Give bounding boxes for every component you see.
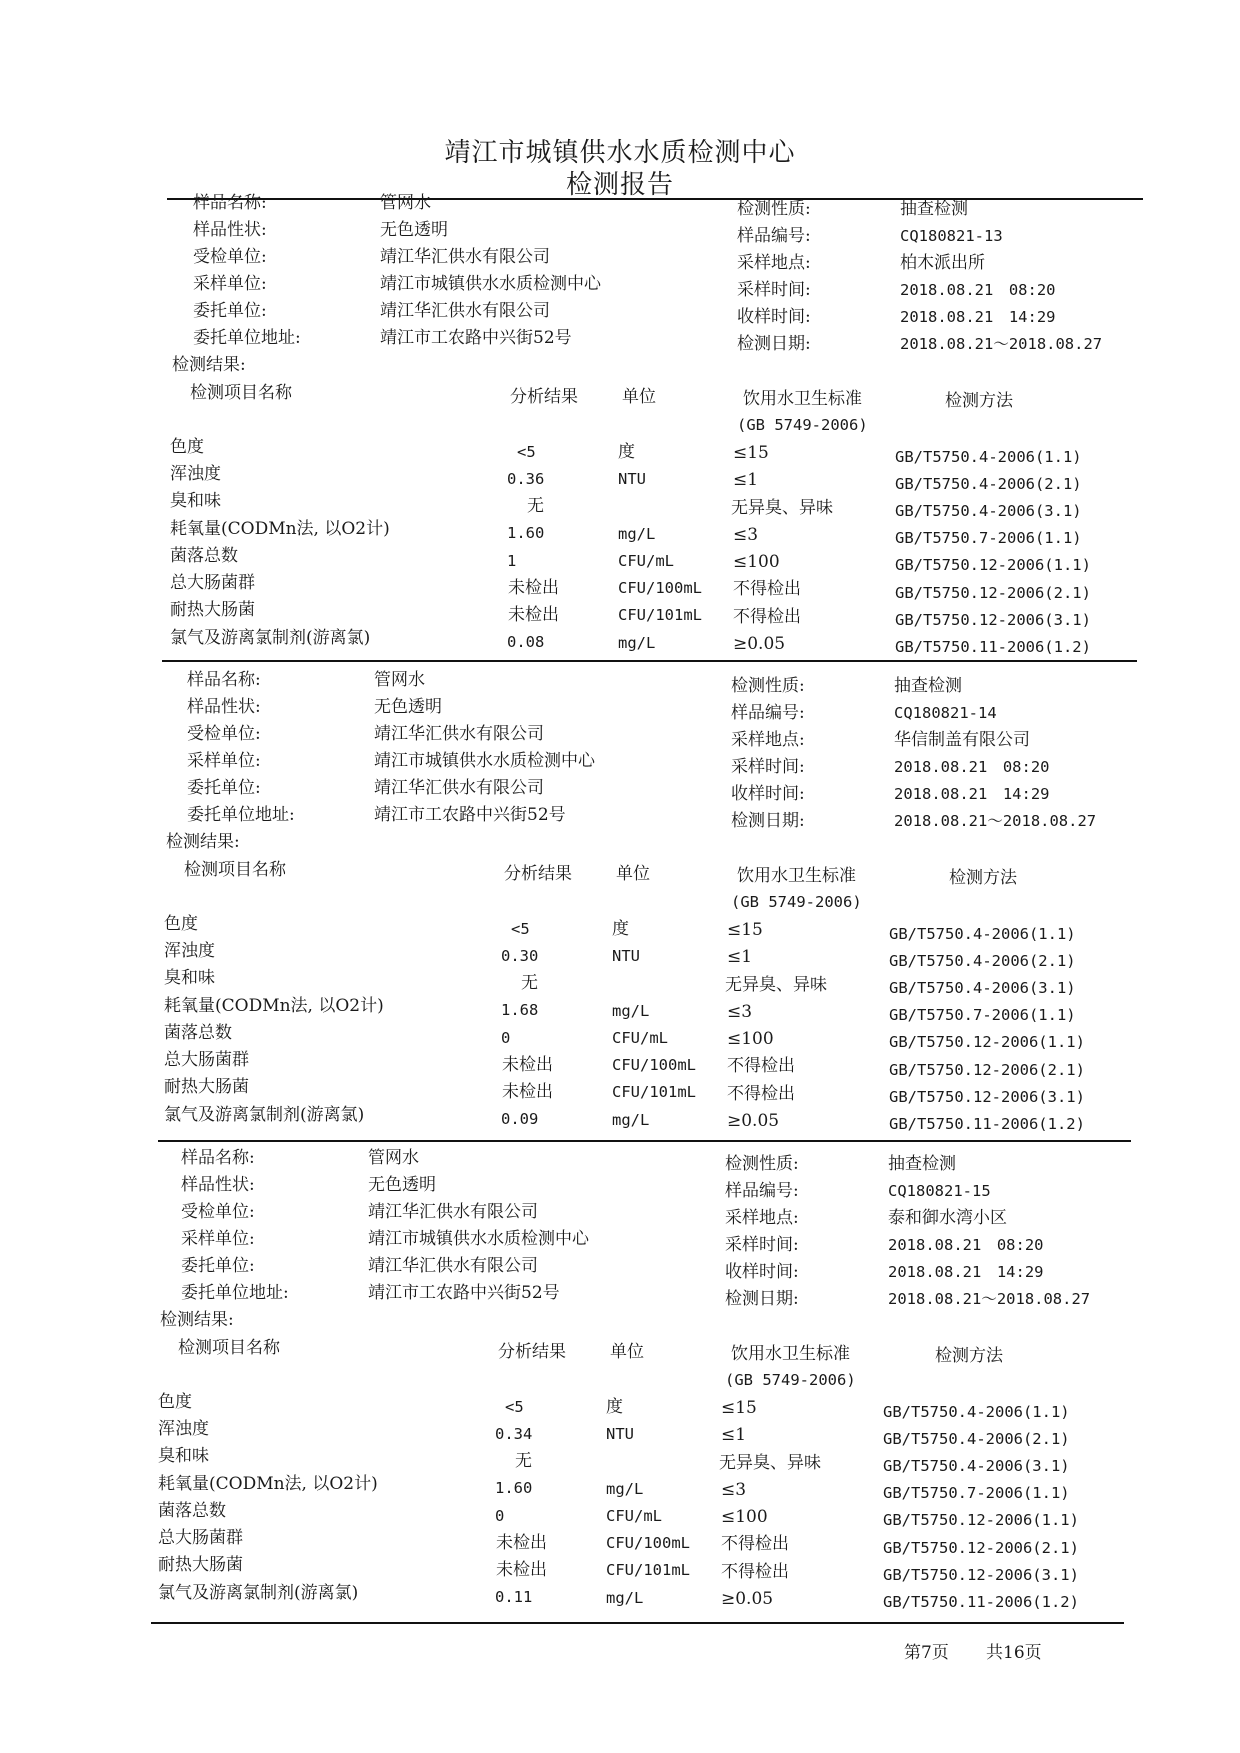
label-entrust-address: 委托单位地址:	[187, 805, 295, 825]
label-sample-no: 样品编号:	[737, 226, 811, 246]
cell-standard: 无异臭、异味	[731, 498, 833, 518]
cell-method: GB/T5750.12-2006(1.1)	[883, 1511, 1079, 1529]
page-number: 第7页	[904, 1643, 949, 1663]
cell-unit: mg/L	[618, 525, 656, 543]
value-receive-time: 2018.08.21 14:29	[894, 785, 1050, 803]
value-sample-state: 无色透明	[380, 220, 448, 240]
cell-item: 浑浊度	[164, 941, 215, 961]
col-result-header: 分析结果	[510, 387, 578, 407]
cell-method: GB/T5750.4-2006(1.1)	[889, 925, 1076, 943]
cell-item: 色度	[158, 1392, 192, 1412]
label-inspected-unit: 受检单位:	[187, 724, 261, 744]
label-inspected-unit: 受检单位:	[181, 1202, 255, 1222]
page-total: 共16页	[986, 1643, 1042, 1663]
cell-result: <5	[517, 443, 536, 461]
cell-result: 无	[521, 973, 538, 993]
label-entrust-address: 委托单位地址:	[193, 328, 301, 348]
col-standard-header: 饮用水卫生标准	[743, 389, 862, 409]
value-sampling-unit: 靖江市城镇供水水质检测中心	[374, 751, 595, 771]
cell-method: GB/T5750.12-2006(3.1)	[889, 1088, 1085, 1106]
cell-unit: CFU/mL	[618, 552, 674, 570]
label-sample-state: 样品性状:	[181, 1175, 255, 1195]
cell-unit: CFU/mL	[612, 1029, 668, 1047]
cell-standard: ≤1	[733, 470, 759, 490]
label-results: 检测结果:	[160, 1310, 234, 1330]
cell-standard: 不得检出	[721, 1534, 789, 1554]
cell-result: 0	[495, 1507, 505, 1525]
col-result-header: 分析结果	[498, 1342, 566, 1362]
cell-result: 0.30	[501, 947, 539, 965]
cell-method: GB/T5750.4-2006(1.1)	[895, 448, 1082, 466]
cell-result: 1.60	[495, 1479, 533, 1497]
cell-method: GB/T5750.12-2006(2.1)	[895, 584, 1091, 602]
cell-result: 未检出	[496, 1533, 547, 1553]
label-sampling-time: 采样时间:	[725, 1235, 799, 1255]
label-test-date: 检测日期:	[737, 334, 811, 354]
cell-standard: ≤3	[733, 525, 759, 545]
value-entrust-address: 靖江市工农路中兴街52号	[380, 328, 572, 348]
cell-unit: mg/L	[618, 634, 656, 652]
value-entrust-unit: 靖江华汇供水有限公司	[368, 1256, 538, 1276]
cell-result: 0.34	[495, 1425, 533, 1443]
cell-item: 氯气及游离氯制剂(游离氯)	[158, 1583, 359, 1603]
cell-standard: ≤1	[727, 947, 753, 967]
label-entrust-unit: 委托单位:	[193, 301, 267, 321]
col-standard-ref: (GB 5749-2006)	[731, 893, 862, 911]
col-item-header: 检测项目名称	[178, 1338, 280, 1358]
cell-item: 臭和味	[158, 1446, 209, 1466]
col-standard-ref: (GB 5749-2006)	[725, 1371, 856, 1389]
cell-unit: CFU/100mL	[612, 1056, 696, 1074]
cell-item: 氯气及游离氯制剂(游离氯)	[164, 1105, 365, 1125]
cell-result: 无	[515, 1451, 532, 1471]
cell-method: GB/T5750.12-2006(1.1)	[895, 556, 1091, 574]
value-sample-name: 管网水	[374, 670, 425, 690]
label-sampling-unit: 采样单位:	[181, 1229, 255, 1249]
cell-standard: 不得检出	[727, 1084, 795, 1104]
cell-standard: 不得检出	[733, 579, 801, 599]
cell-item: 耗氧量(CODMn法, 以O2计)	[158, 1474, 378, 1494]
label-sample-name: 样品名称:	[187, 670, 261, 690]
col-unit-header: 单位	[616, 864, 650, 884]
value-sampling-site: 柏木派出所	[900, 253, 985, 273]
value-sampling-time: 2018.08.21 08:20	[888, 1236, 1044, 1254]
cell-item: 耐热大肠菌	[158, 1555, 243, 1575]
cell-standard: ≤15	[727, 920, 763, 940]
cell-method: GB/T5750.11-2006(1.2)	[895, 638, 1091, 656]
col-result-header: 分析结果	[504, 864, 572, 884]
cell-method: GB/T5750.4-2006(3.1)	[883, 1457, 1070, 1475]
label-sampling-site: 采样地点:	[731, 730, 805, 750]
cell-unit: CFU/100mL	[618, 579, 702, 597]
label-inspected-unit: 受检单位:	[193, 247, 267, 267]
value-sampling-time: 2018.08.21 08:20	[900, 281, 1056, 299]
cell-unit: NTU	[606, 1425, 634, 1443]
cell-standard: ≥0.05	[727, 1111, 780, 1131]
cell-unit: NTU	[612, 947, 640, 965]
cell-result: 1	[507, 552, 517, 570]
cell-item: 菌落总数	[170, 546, 238, 566]
value-test-nature: 抽查检测	[894, 676, 962, 696]
cell-method: GB/T5750.12-2006(3.1)	[895, 611, 1091, 629]
cell-standard: ≥0.05	[733, 634, 786, 654]
label-sample-no: 样品编号:	[731, 703, 805, 723]
cell-item: 耗氧量(CODMn法, 以O2计)	[164, 996, 384, 1016]
bottom-divider	[151, 1622, 1124, 1624]
cell-item: 臭和味	[170, 491, 221, 511]
value-test-nature: 抽查检测	[900, 199, 968, 219]
cell-result: 0.11	[495, 1588, 533, 1606]
cell-unit: mg/L	[606, 1480, 644, 1498]
cell-item: 臭和味	[164, 968, 215, 988]
cell-standard: ≤15	[721, 1398, 757, 1418]
value-sample-no: CQ180821-13	[900, 227, 1003, 245]
label-test-nature: 检测性质:	[731, 676, 805, 696]
cell-result: 未检出	[502, 1082, 553, 1102]
cell-result: 0	[501, 1029, 511, 1047]
col-method-header: 检测方法	[935, 1346, 1003, 1366]
cell-standard: 不得检出	[727, 1056, 795, 1076]
col-item-header: 检测项目名称	[184, 860, 286, 880]
cell-method: GB/T5750.7-2006(1.1)	[895, 529, 1082, 547]
label-sample-state: 样品性状:	[187, 697, 261, 717]
cell-item: 菌落总数	[158, 1501, 226, 1521]
label-test-date: 检测日期:	[731, 811, 805, 831]
label-results: 检测结果:	[172, 355, 246, 375]
label-sample-state: 样品性状:	[193, 220, 267, 240]
value-inspected-unit: 靖江华汇供水有限公司	[380, 247, 550, 267]
value-inspected-unit: 靖江华汇供水有限公司	[368, 1202, 538, 1222]
cell-unit: mg/L	[606, 1589, 644, 1607]
cell-item: 总大肠菌群	[158, 1528, 243, 1548]
label-sampling-unit: 采样单位:	[187, 751, 261, 771]
cell-result: 1.60	[507, 524, 545, 542]
cell-unit: CFU/mL	[606, 1507, 662, 1525]
cell-result: <5	[511, 920, 530, 938]
cell-unit: 度	[606, 1397, 623, 1417]
cell-unit: CFU/101mL	[612, 1083, 696, 1101]
value-entrust-address: 靖江市工农路中兴街52号	[368, 1283, 560, 1303]
cell-unit: mg/L	[612, 1111, 650, 1129]
label-entrust-unit: 委托单位:	[181, 1256, 255, 1276]
cell-method: GB/T5750.4-2006(2.1)	[895, 475, 1082, 493]
cell-item: 浑浊度	[158, 1419, 209, 1439]
col-standard-header: 饮用水卫生标准	[731, 1344, 850, 1364]
label-receive-time: 收样时间:	[731, 784, 805, 804]
cell-item: 浑浊度	[170, 464, 221, 484]
label-sampling-time: 采样时间:	[737, 280, 811, 300]
cell-unit: CFU/101mL	[606, 1561, 690, 1579]
cell-unit: CFU/101mL	[618, 606, 702, 624]
col-method-header: 检测方法	[949, 868, 1017, 888]
cell-standard: ≥0.05	[721, 1589, 774, 1609]
cell-result: 未检出	[508, 578, 559, 598]
cell-unit: CFU/100mL	[606, 1534, 690, 1552]
sample-section-2	[0, 477, 1234, 1133]
cell-unit: NTU	[618, 470, 646, 488]
cell-standard: ≤100	[721, 1507, 768, 1527]
cell-result: 未检出	[508, 605, 559, 625]
col-standard-header: 饮用水卫生标准	[737, 866, 856, 886]
cell-result: 未检出	[502, 1055, 553, 1075]
sample-section-1	[0, 0, 1240, 656]
value-sample-name: 管网水	[380, 193, 431, 213]
label-sample-name: 样品名称:	[193, 193, 267, 213]
col-unit-header: 单位	[610, 1342, 644, 1362]
value-inspected-unit: 靖江华汇供水有限公司	[374, 724, 544, 744]
cell-result: 0.09	[501, 1110, 539, 1128]
value-sampling-time: 2018.08.21 08:20	[894, 758, 1050, 776]
cell-method: GB/T5750.11-2006(1.2)	[889, 1115, 1085, 1133]
value-entrust-unit: 靖江华汇供水有限公司	[380, 301, 550, 321]
label-sample-no: 样品编号:	[725, 1181, 799, 1201]
cell-method: GB/T5750.11-2006(1.2)	[883, 1593, 1079, 1611]
value-sampling-unit: 靖江市城镇供水水质检测中心	[380, 274, 601, 294]
cell-unit: 度	[612, 919, 629, 939]
cell-unit: 度	[618, 442, 635, 462]
value-sample-no: CQ180821-14	[894, 704, 997, 722]
label-results: 检测结果:	[166, 832, 240, 852]
col-unit-header: 单位	[622, 387, 656, 407]
value-test-date: 2018.08.21～2018.08.27	[894, 812, 1097, 830]
value-sample-name: 管网水	[368, 1148, 419, 1168]
value-test-nature: 抽查检测	[888, 1154, 956, 1174]
cell-item: 耗氧量(CODMn法, 以O2计)	[170, 519, 390, 539]
cell-item: 菌落总数	[164, 1023, 232, 1043]
cell-standard: ≤100	[733, 552, 780, 572]
cell-result: 未检出	[496, 1560, 547, 1580]
value-sample-state: 无色透明	[374, 697, 442, 717]
report-title: 检测报告	[565, 170, 674, 200]
cell-method: GB/T5750.7-2006(1.1)	[883, 1484, 1070, 1502]
cell-standard: 不得检出	[721, 1562, 789, 1582]
report-org-title: 靖江市城镇供水水质检测中心	[444, 138, 796, 168]
cell-method: GB/T5750.12-2006(2.1)	[889, 1061, 1085, 1079]
cell-item: 色度	[164, 914, 198, 934]
cell-method: GB/T5750.4-2006(2.1)	[889, 952, 1076, 970]
value-sample-no: CQ180821-15	[888, 1182, 991, 1200]
cell-item: 耐热大肠菌	[164, 1077, 249, 1097]
cell-unit: mg/L	[612, 1002, 650, 1020]
label-receive-time: 收样时间:	[725, 1262, 799, 1282]
cell-standard: ≤3	[727, 1002, 753, 1022]
cell-item: 色度	[170, 437, 204, 457]
cell-item: 耐热大肠菌	[170, 600, 255, 620]
value-sampling-site: 华信制盖有限公司	[894, 730, 1030, 750]
cell-result: 无	[527, 496, 544, 516]
col-standard-ref: (GB 5749-2006)	[737, 416, 868, 434]
value-test-date: 2018.08.21～2018.08.27	[888, 1290, 1091, 1308]
cell-item: 总大肠菌群	[164, 1050, 249, 1070]
label-sampling-time: 采样时间:	[731, 757, 805, 777]
cell-method: GB/T5750.4-2006(1.1)	[883, 1403, 1070, 1421]
value-receive-time: 2018.08.21 14:29	[900, 308, 1056, 326]
cell-method: GB/T5750.4-2006(2.1)	[883, 1430, 1070, 1448]
label-sampling-unit: 采样单位:	[193, 274, 267, 294]
label-sampling-site: 采样地点:	[725, 1208, 799, 1228]
col-method-header: 检测方法	[945, 391, 1013, 411]
cell-item: 总大肠菌群	[170, 573, 255, 593]
cell-standard: ≤15	[733, 443, 769, 463]
cell-method: GB/T5750.12-2006(3.1)	[883, 1566, 1079, 1584]
sample-section-3	[0, 955, 1228, 1611]
label-entrust-address: 委托单位地址:	[181, 1283, 289, 1303]
label-sampling-site: 采样地点:	[737, 253, 811, 273]
cell-standard: ≤1	[721, 1425, 747, 1445]
cell-standard: 不得检出	[733, 607, 801, 627]
value-entrust-address: 靖江市工农路中兴街52号	[374, 805, 566, 825]
value-receive-time: 2018.08.21 14:29	[888, 1263, 1044, 1281]
cell-result: <5	[505, 1398, 524, 1416]
cell-standard: ≤100	[727, 1029, 774, 1049]
cell-method: GB/T5750.4-2006(3.1)	[889, 979, 1076, 997]
cell-result: 0.08	[507, 633, 545, 651]
cell-standard: ≤3	[721, 1480, 747, 1500]
value-sampling-unit: 靖江市城镇供水水质检测中心	[368, 1229, 589, 1249]
value-entrust-unit: 靖江华汇供水有限公司	[374, 778, 544, 798]
label-entrust-unit: 委托单位:	[187, 778, 261, 798]
label-receive-time: 收样时间:	[737, 307, 811, 327]
cell-item: 氯气及游离氯制剂(游离氯)	[170, 628, 371, 648]
label-test-nature: 检测性质:	[737, 199, 811, 219]
cell-method: GB/T5750.7-2006(1.1)	[889, 1006, 1076, 1024]
cell-result: 0.36	[507, 470, 545, 488]
label-sample-name: 样品名称:	[181, 1148, 255, 1168]
label-test-date: 检测日期:	[725, 1289, 799, 1309]
label-test-nature: 检测性质:	[725, 1154, 799, 1174]
cell-standard: 无异臭、异味	[719, 1453, 821, 1473]
value-test-date: 2018.08.21～2018.08.27	[900, 335, 1103, 353]
cell-standard: 无异臭、异味	[725, 975, 827, 995]
cell-method: GB/T5750.4-2006(3.1)	[895, 502, 1082, 520]
value-sampling-site: 泰和御水湾小区	[888, 1208, 1007, 1228]
value-sample-state: 无色透明	[368, 1175, 436, 1195]
cell-method: GB/T5750.12-2006(1.1)	[889, 1033, 1085, 1051]
cell-method: GB/T5750.12-2006(2.1)	[883, 1539, 1079, 1557]
cell-result: 1.68	[501, 1001, 539, 1019]
col-item-header: 检测项目名称	[190, 383, 292, 403]
